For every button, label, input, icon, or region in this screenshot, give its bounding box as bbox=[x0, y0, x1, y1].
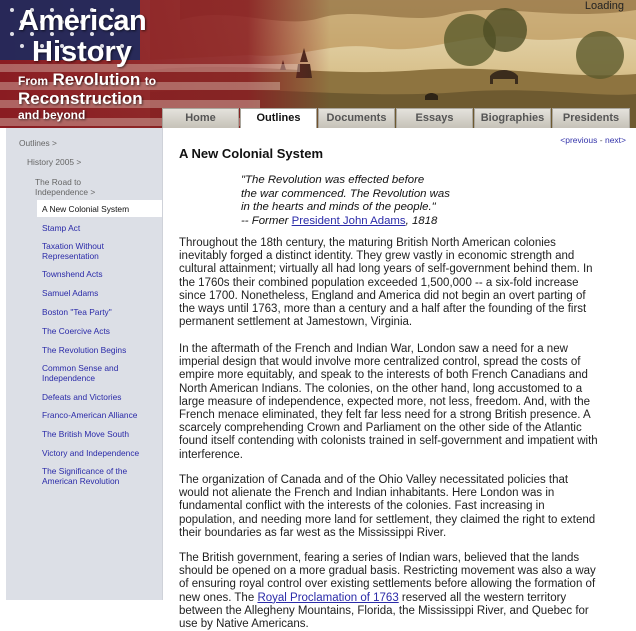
tab-outlines[interactable]: Outlines bbox=[240, 108, 317, 129]
sidebar-item-townshend-acts[interactable]: Townshend Acts bbox=[42, 269, 103, 279]
paragraph-4-end: reserved all the western territory between the Allegheny Mountains, Florida, the Mississippi River, and Quebec for use by Native Americans. bbox=[179, 591, 589, 631]
logo-sub-revolution: Revolution bbox=[52, 70, 141, 89]
sidebar-item-significance[interactable]: The Significance of the American Revolution bbox=[42, 466, 128, 486]
tab-presidents[interactable]: Presidents bbox=[552, 108, 630, 128]
royal-proclamation-link[interactable]: Royal Proclamation of 1763 bbox=[257, 591, 399, 604]
quote-line-3: in the hearts and minds of the people." bbox=[241, 201, 436, 213]
paragraph-2: In the aftermath of the French and Indian War, London saw a need for a new imperial design that would involve more centralized control, spread the costs of empire more equitably, and speak to the interests of both French Canadians and North American Indians. The colonies, on the other hand, long accustomed to a large measure of independence, expected more, not less, freedom. And, with the French menace eliminated, they felt far less need for a strong British presence. A scarcely comprehending Crown and Parliament on the other side of the Atlantic found itself contending with colonists trained in self-government and impatient with interference. bbox=[179, 343, 598, 461]
logo-title-american: American bbox=[18, 5, 147, 37]
sidebar-item-taxation[interactable]: Taxation Without Representation bbox=[42, 241, 104, 261]
paragraph-1: Throughout the 18th century, the maturing British North American colonies inevitably forged a distinct identity. They grew vastly in economic strength and cultural attainment; virtually all had long years of self-government behind them. In the 1760s their combined population exceeded 1,500,000 -- a six-fold increase since 1700. Nonetheless, England and America did not begin an overt parting of the ways until 1763, more than a century and a half after the founding of the first permanent settlement at Jamestown, Virginia. bbox=[179, 237, 593, 329]
quote-line-2: the war commenced. The Revolution was bbox=[241, 187, 450, 200]
loading-indicator: Loading bbox=[584, 0, 624, 12]
quote-year: , 1818 bbox=[405, 214, 438, 227]
logo-sub-from: From bbox=[18, 74, 48, 88]
sidebar-item-defeats-victories[interactable]: Defeats and Victories bbox=[42, 392, 122, 402]
tab-documents[interactable]: Documents bbox=[318, 108, 395, 128]
sidebar-item-tea-party[interactable]: Boston "Tea Party" bbox=[42, 307, 112, 317]
page-title: A New Colonial System bbox=[179, 146, 323, 161]
sidebar-item-coercive-acts[interactable]: The Coercive Acts bbox=[42, 326, 110, 336]
sidebar-item-british-move-south[interactable]: The British Move South bbox=[42, 429, 130, 439]
sidebar-item-franco-american[interactable]: Franco-American Alliance bbox=[42, 410, 138, 420]
tab-biographies[interactable]: Biographies bbox=[474, 108, 551, 128]
epigraph-quote bbox=[241, 174, 481, 228]
pager-separator: - bbox=[599, 135, 603, 145]
john-adams-link[interactable]: President John Adams bbox=[291, 214, 406, 227]
sidebar-item-revolution-begins[interactable]: The Revolution Begins bbox=[42, 345, 127, 355]
sidebar bbox=[6, 128, 162, 600]
quote-line-1: "The Revolution was effected before bbox=[241, 174, 425, 186]
breadcrumb-road-to-independence[interactable]: The Road to Independence > bbox=[35, 177, 96, 197]
previous-link[interactable]: <previous bbox=[560, 135, 598, 145]
paragraph-4-start: The British government, fearing a series of Indian wars, believed that the lands should be opened on a more gradual basis. Restricting movement was also a way of ensuring royal control over existing settlements before allowing the formation of new ones. The bbox=[179, 552, 596, 604]
site-logo[interactable] bbox=[18, 6, 156, 124]
next-link[interactable]: next> bbox=[604, 135, 626, 145]
main-content bbox=[162, 128, 632, 631]
pager bbox=[560, 135, 626, 145]
tab-essays[interactable]: Essays bbox=[396, 108, 473, 128]
breadcrumb-outlines[interactable]: Outlines > bbox=[19, 138, 57, 148]
breadcrumb-history-2005[interactable]: History 2005 > bbox=[27, 157, 82, 167]
logo-sub-reconstruction: Reconstruction bbox=[18, 89, 143, 108]
sidebar-item-stamp-act[interactable]: Stamp Act bbox=[42, 223, 81, 233]
paragraph-4 bbox=[179, 552, 599, 631]
logo-title-history: History bbox=[32, 36, 132, 68]
sidebar-item-victory-independence[interactable]: Victory and Independence bbox=[42, 448, 140, 458]
logo-sub-beyond: and beyond bbox=[18, 108, 86, 122]
quote-attribution bbox=[241, 215, 481, 229]
sidebar-item-current: A New Colonial System bbox=[37, 200, 162, 217]
logo-sub-to: to bbox=[144, 74, 157, 88]
quote-prefix: -- Former bbox=[241, 214, 292, 227]
sidebar-item-samuel-adams[interactable]: Samuel Adams bbox=[42, 288, 99, 298]
main-nav-tabs bbox=[162, 108, 632, 128]
tab-home[interactable]: Home bbox=[162, 108, 239, 128]
sidebar-item-common-sense[interactable]: Common Sense and Independence bbox=[42, 363, 119, 383]
paragraph-3: The organization of Canada and of the Ohio Valley necessitated policies that would not alienate the French and Indian inhabitants. Here London was in fundamental conflict with the interests of the colonies. Fast increasing in population, and needing more land for settlement, they claimed the right to extend their boundaries as far west as the Mississippi River. bbox=[179, 474, 596, 539]
